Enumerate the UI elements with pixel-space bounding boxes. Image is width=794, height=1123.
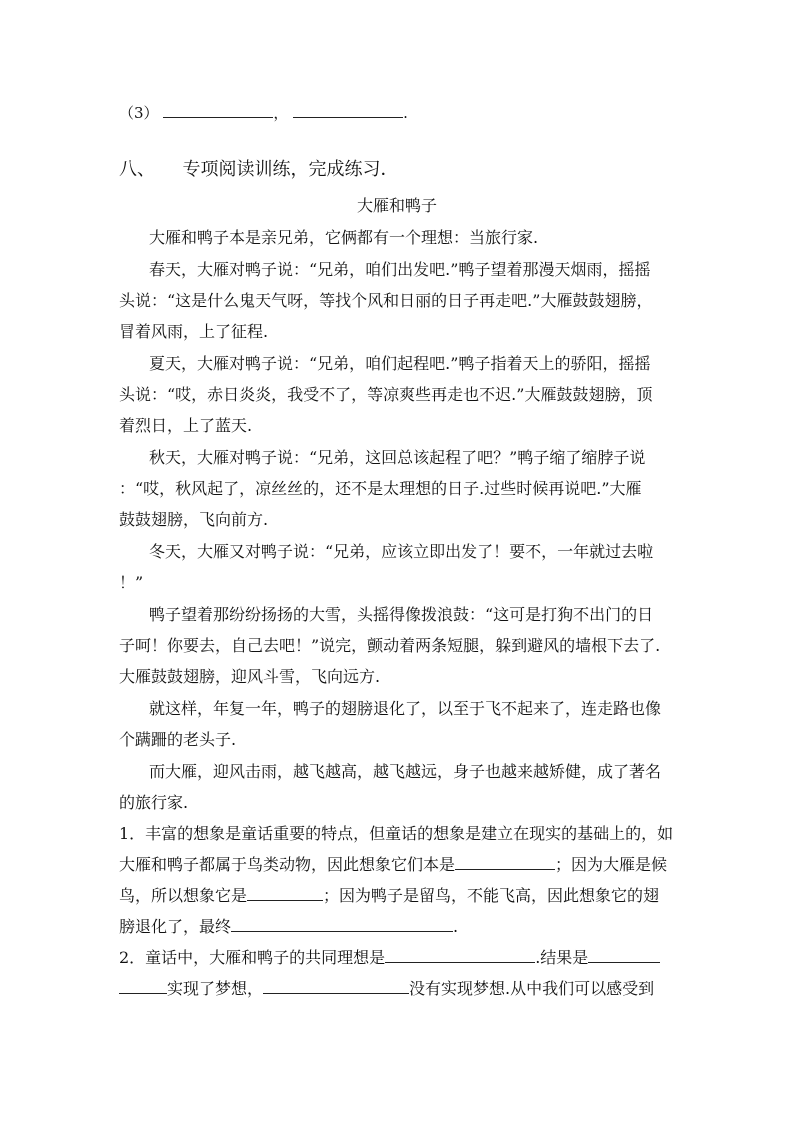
question-text: 实现了梦想， xyxy=(167,979,264,998)
story-line: 个蹒跚的老头子. xyxy=(119,730,237,749)
question-1-line xyxy=(119,886,659,906)
story-line: 子呵！你要去，自己去吧！”说完，颤动着两条短腿，躲到避风的墙根下去了. xyxy=(119,636,661,655)
story-line: 的旅行家. xyxy=(119,793,189,812)
story-line: 夏天，大雁对鸭子说：“兄弟，咱们起程吧.”鸭子指着天上的骄阳，摇摇 xyxy=(149,354,651,373)
question-text: 膀退化了，最终 xyxy=(119,917,232,936)
story-line: 头说：“这是什么鬼天气呀，等找个风和日丽的日子再走吧.”大雁鼓鼓翅膀， xyxy=(119,291,653,310)
story-title: 大雁和鸭子 xyxy=(356,196,437,215)
question-1-line: 1．丰富的想象是童话重要的特点，但童话的想象是建立在现实的基础上的，如 xyxy=(119,824,674,843)
answer-blank[interactable] xyxy=(385,948,535,963)
question-text: .结果是 xyxy=(535,948,589,967)
story-line: 冒着风雨，上了征程. xyxy=(119,322,269,341)
question-text: . xyxy=(453,917,459,936)
story-line: 着烈日，上了蓝天. xyxy=(119,416,253,435)
question-text: 没有实现梦想.从中我们可以感受到 xyxy=(409,979,655,998)
story-line: 鼓鼓翅膀，飞向前方. xyxy=(119,510,269,529)
section-title: 专项阅读训练，完成练习． xyxy=(182,159,399,180)
question-2-line xyxy=(119,979,654,999)
answer-blank[interactable] xyxy=(231,917,453,932)
answer-blank[interactable] xyxy=(247,886,323,901)
answer-blank[interactable] xyxy=(588,948,660,963)
story-line: 头说：“哎，赤日炎炎，我受不了，等凉爽些再走也不迟.”大雁鼓鼓翅膀，顶 xyxy=(119,385,653,404)
story-line: 冬天，大雁又对鸭子说：“兄弟，应该立即出发了！要不，一年就过去啦 xyxy=(149,542,654,561)
question-3-line xyxy=(119,103,408,123)
question-1-line xyxy=(119,917,458,937)
story-line: 春天，大雁对鸭子说：“兄弟，咱们出发吧.”鸭子望着那漫天烟雨，摇摇 xyxy=(149,260,651,279)
question-text: ；因为鸭子是留鸟，不能飞高，因此想象它的翅 xyxy=(323,886,660,905)
question-text: 大雁和鸭子都属于鸟类动物，因此想象它们本是 xyxy=(119,855,456,874)
section-number: 八、 xyxy=(119,159,155,180)
question-3-label: （3） xyxy=(119,104,159,122)
story-line: 大雁和鸭子本是亲兄弟，它俩都有一个理想：当旅行家. xyxy=(149,228,539,247)
answer-blank[interactable] xyxy=(455,855,555,870)
answer-blank[interactable] xyxy=(163,103,273,118)
period: . xyxy=(403,104,408,122)
story-line: ：“哎，秋风起了，凉丝丝的，还不是太理想的日子.过些时候再说吧.”大雁 xyxy=(119,479,642,498)
question-text: ；因为大雁是候 xyxy=(555,855,668,874)
answer-blank[interactable] xyxy=(293,103,403,118)
question-2-line xyxy=(119,948,660,968)
section-heading xyxy=(119,160,398,180)
answer-blank[interactable] xyxy=(119,979,167,994)
story-line: 就这样，年复一年，鸭子的翅膀退化了，以至于飞不起来了，连走路也像 xyxy=(149,699,662,718)
story-line: 鸭子望着那纷纷扬扬的大雪，头摇得像拨浪鼓：“这可是打狗不出门的日 xyxy=(149,605,654,624)
story-line: ！” xyxy=(119,573,144,592)
story-line: 秋天，大雁对鸭子说：“兄弟，这回总该起程了吧？”鸭子缩了缩脖子说 xyxy=(149,448,646,467)
story-line: 大雁鼓鼓翅膀，迎风斗雪，飞向远方. xyxy=(119,667,381,686)
answer-blank[interactable] xyxy=(263,979,409,994)
question-text: 2．童话中，大雁和鸭子的共同理想是 xyxy=(119,948,386,967)
story-line: 而大雁，迎风击雨，越飞越高，越飞越远，身子也越来越矫健，成了著名 xyxy=(149,762,662,781)
question-1-line xyxy=(119,855,667,875)
question-text: 鸟，所以想象它是 xyxy=(119,886,248,905)
separator: ， xyxy=(273,104,289,122)
